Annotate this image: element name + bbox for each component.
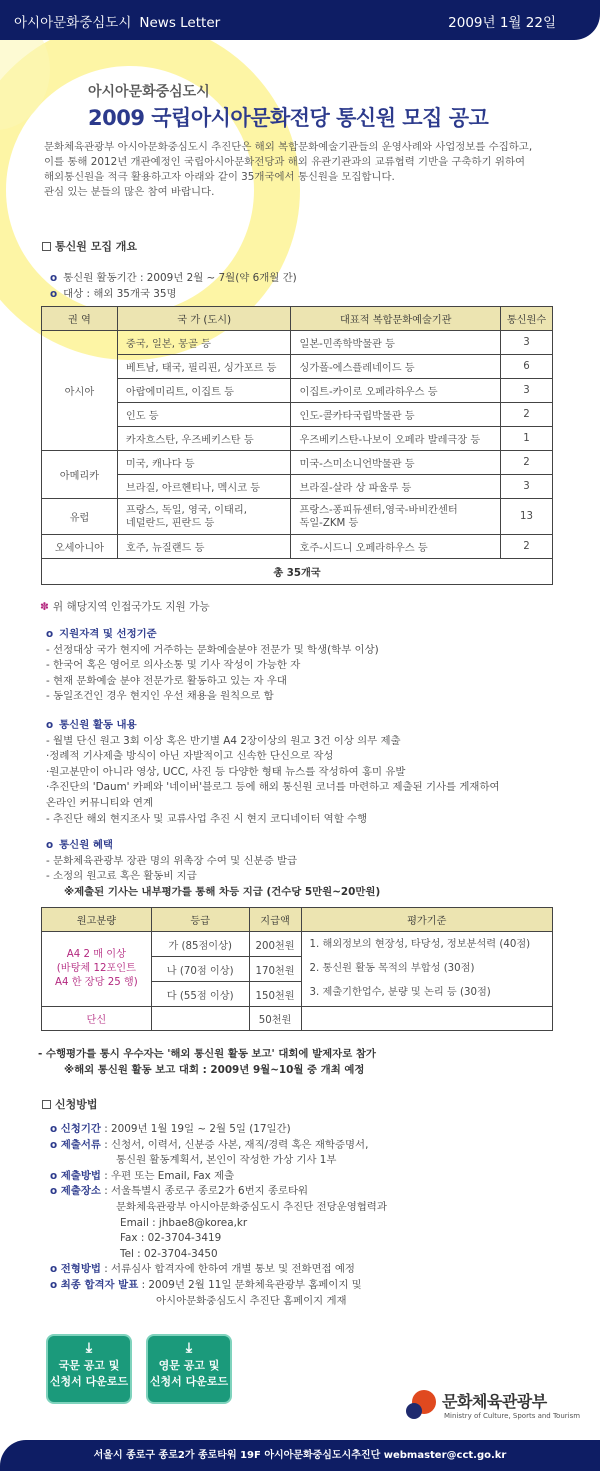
apply-final-key: 최종 합격자 발표: [60, 1278, 139, 1291]
table-total-row: [42, 559, 553, 585]
newsletter-label: News Letter: [139, 15, 221, 31]
amount-cell: 50천원: [249, 1007, 301, 1031]
count-cell: 3: [501, 379, 553, 403]
grade-cell: 다 (55점 이상): [151, 982, 249, 1007]
col-header-length: 원고분량: [42, 908, 152, 932]
country-line: 프랑스, 독일, 영국, 이태리,: [125, 504, 247, 516]
region-oceania: 오세아니아: [42, 535, 118, 559]
apply-docs-cont: 통신원 활동계획서, 본인이 작성한 가상 기사 1부: [116, 1154, 337, 1167]
apply-heading-text: 신청방법: [55, 1098, 98, 1111]
apply-method-key: 제출방법: [60, 1169, 101, 1182]
table-row: [42, 331, 553, 355]
activity-line: 온라인 커뮤니티와 연계: [46, 796, 153, 809]
region-table: [41, 306, 553, 585]
qualification-line: - 한국어 혹은 영어로 의사소통 및 기사 작성이 가능한 자: [46, 659, 301, 672]
download-korean-button[interactable]: [46, 1334, 132, 1404]
apply-fax: Fax : 02-3704-3419: [120, 1232, 222, 1245]
spec-line: A4 한 장당 25 행): [55, 977, 138, 988]
amount-cell: 200천원: [249, 932, 301, 957]
empty-grade-cell: [151, 1007, 249, 1031]
benefit-payment-note: ※제출된 기사는 내부평가를 통해 차등 지급 (건수당 5만원~20만원): [64, 885, 381, 898]
benefit-title: [46, 838, 586, 854]
apply-place-cont: 문화체육관광부 아시아문화중심도시 추진단 전당운영협력과: [116, 1200, 387, 1213]
table-row: [42, 535, 553, 559]
neighbor-note: [40, 599, 210, 614]
apply-block: [50, 1122, 590, 1309]
count-cell: 2: [501, 403, 553, 427]
ministry-emblem-icon: [404, 1387, 438, 1421]
award-note: ※해외 통신원 활동 보고 대회 : 2009년 9월~10월 중 개최 예정: [64, 1063, 365, 1076]
fee-table: [41, 907, 553, 1031]
checkbox-square-icon: [42, 1100, 51, 1109]
apply-docs-value: : 신청서, 이력서, 신분증 사본, 재직/경력 혹은 재학증명서,: [100, 1138, 369, 1151]
benefit-line: - 소정의 원고료 혹은 활동비 지급: [46, 870, 197, 883]
count-cell: 3: [501, 331, 553, 355]
count-cell: 2: [501, 535, 553, 559]
circle-bullet-icon: o: [50, 1263, 61, 1276]
table-row: [42, 403, 553, 427]
circle-bullet-icon: o: [50, 1278, 61, 1291]
apply-period-key: 신청기간: [60, 1123, 101, 1135]
activity-title: [46, 718, 586, 734]
page-subtitle: 아시아문화중심도시: [88, 84, 210, 100]
apply-email: Email : jhbae8@korea,kr: [120, 1216, 248, 1229]
apply-select: [50, 1262, 590, 1278]
length-spec-cell: [42, 932, 152, 1007]
apply-period-value: : 2009년 1월 19일 ~ 2월 5일 (17일간): [100, 1123, 291, 1135]
circle-bullet-icon: o: [50, 272, 58, 284]
table-row: [42, 427, 553, 451]
country-cell: 카자흐스탄, 우즈베키스탄 등: [117, 427, 291, 451]
page-title: 2009 국립아시아문화전당 통신원 모집 공고: [88, 106, 489, 130]
country-cell: [117, 499, 291, 535]
activity-line: ·원고분만이 아니라 영상, UCC, 사진 등 다양한 형태 뉴스를 작성하여 홍미 유발: [46, 765, 406, 778]
circle-bullet-icon: o: [46, 628, 54, 640]
criteria-cell: [301, 932, 552, 1007]
table-row: [42, 355, 553, 379]
table-row: [42, 932, 553, 957]
apply-place-key: 제출장소: [60, 1185, 101, 1198]
institution-cell: 인도-콜카타국립박물관 등: [291, 403, 501, 427]
short-label-cell: 단신: [42, 1007, 152, 1031]
activity-line: - 월별 단신 원고 3회 이상 혹은 반기별 A4 2장이상의 원고 3건 이상 의무 제출: [46, 734, 401, 747]
circle-bullet-icon: o: [46, 719, 54, 731]
apply-final-cont: 아시아문화중심도시 추진단 홈페이지 게재: [156, 1294, 347, 1307]
circle-bullet-icon: o: [50, 1123, 61, 1135]
download-arrow-icon: ⤓: [185, 1340, 193, 1356]
col-header-grade: 등급: [151, 908, 249, 932]
institution-cell: 브라질-살라 상 파울루 등: [291, 475, 501, 499]
institution-cell: 호주-시드니 오페라하우스 등: [291, 535, 501, 559]
award-line: - 수행평가를 통시 우수자는 '해외 통신원 활동 보고' 대회에 발제자로 참가: [38, 1048, 376, 1060]
count-cell: 13: [501, 499, 553, 535]
grade-cell: 나 (70점 이상): [151, 957, 249, 982]
benefit-line: - 문화체육관광부 장관 명의 위촉장 수여 및 신분증 발급: [46, 854, 297, 867]
col-header-region: 권 역: [42, 307, 118, 331]
circle-bullet-icon: o: [50, 288, 58, 300]
country-cell: 베트남, 태국, 필리핀, 싱가포르 등: [117, 355, 291, 379]
count-cell: 2: [501, 451, 553, 475]
button-label-line: 신청서 다운로드: [149, 1375, 229, 1388]
qualification-line: - 현재 문화예술 분야 전문가로 활동하고 있는 자 우대: [46, 674, 287, 687]
button-label-line: 신청서 다운로드: [49, 1375, 129, 1388]
col-header-criteria: 평가기준: [301, 908, 552, 932]
brand-name: 아시아문화중심도시: [14, 15, 132, 31]
institution-cell: 우즈베키스탄-나보이 오페라 발레극장 등: [291, 427, 501, 451]
overview-period: [50, 269, 297, 284]
apply-docs-key: 제출서류: [60, 1138, 101, 1151]
intro-line: 이를 통해 2012년 개관예정인 국립아시아문화전당과 해외 유관기관과의 교류협력 기반을 구축하기 위하여: [44, 156, 526, 168]
download-english-button[interactable]: [146, 1334, 232, 1404]
qualification-line: - 동일조건인 경우 현지인 우선 채용을 원칙으로 함: [46, 690, 274, 703]
empty-criteria-cell: [301, 1007, 552, 1031]
institution-line: 독일-ZKM 등: [299, 517, 359, 529]
count-cell: 6: [501, 355, 553, 379]
overview-target-text: 대상 : 해외 35개국 35명: [63, 288, 177, 300]
circle-bullet-icon: o: [50, 1185, 61, 1198]
apply-select-value: : 서류심사 합격자에 한하여 개별 통보 및 전화면접 예정: [100, 1263, 355, 1276]
grade-cell: 가 (85점이상): [151, 932, 249, 957]
country-cell: 브라질, 아르헨티나, 멕시코 등: [117, 475, 291, 499]
criteria-line: 2. 통신원 활동 목적의 부합성 (30점): [309, 963, 475, 974]
overview-heading-text: 통신원 모집 개요: [55, 240, 138, 253]
institution-cell: 미국-스미소니언박물관 등: [291, 451, 501, 475]
apply-method: [50, 1169, 590, 1185]
col-header-country: 국 가 (도시): [117, 307, 291, 331]
table-header-row: [42, 307, 553, 331]
criteria-line: 3. 제출기한업수, 분량 및 논리 등 (30점): [309, 987, 491, 998]
qualification-title-text: 지원자격 및 선정기준: [59, 628, 157, 640]
institution-cell: [291, 499, 501, 535]
activity-line: ·정례적 기사제출 방식이 아닌 자발적이고 신속한 단신으로 작성: [46, 750, 334, 763]
table-row: [42, 379, 553, 403]
institution-cell: 일본-민족학박물관 등: [291, 331, 501, 355]
apply-place-value: : 서울특별시 종로구 종로2가 6번지 종로타워: [100, 1185, 309, 1198]
overview-target: [50, 285, 177, 300]
intro-line: 문화체육관광부 아시아문화중심도시 추진단은 해외 복합문화예술기관들의 운영사례와 사업정보를 수집하고,: [44, 141, 533, 153]
count-cell: 3: [501, 475, 553, 499]
activity-line: - 추진단 해외 현지조사 및 교류사업 추진 시 현지 코디네이터 역할 수행: [46, 812, 368, 825]
country-cell: 인도 등: [117, 403, 291, 427]
criteria-line: 1. 해외정보의 현장성, 타당성, 정보분석력 (40점): [309, 939, 531, 950]
table-row: [42, 1007, 553, 1031]
neighbor-note-text: 위 해당지역 인접국가도 지원 가능: [52, 601, 210, 613]
checkbox-square-icon: [42, 242, 51, 251]
intro-line: 관심 있는 분들의 많은 참여 바랍니다.: [44, 186, 215, 198]
country-cell: 중국, 일본, 몽골 등: [117, 331, 291, 355]
benefit-title-text: 통신원 혜택: [59, 839, 113, 851]
apply-period: [50, 1122, 590, 1138]
table-row: [42, 451, 553, 475]
circle-bullet-icon: o: [50, 1138, 61, 1151]
region-asia: 아시아: [42, 331, 118, 451]
activity-block: [46, 718, 586, 827]
region-europe: 유럽: [42, 499, 118, 535]
asterisk-icon: ✽: [40, 601, 49, 613]
intro-line: 해외통신원을 적극 활용하고자 아래와 같이 35개국에서 통신원을 모집합니다.: [44, 171, 395, 183]
award-block: [38, 1047, 578, 1078]
amount-cell: 150천원: [249, 982, 301, 1007]
ministry-name-english: Ministry of Culture, Sports and Tourism: [444, 1412, 581, 1420]
apply-place: [50, 1184, 590, 1200]
apply-method-value: : 우편 또는 Email, Fax 제출: [100, 1169, 235, 1182]
apply-heading: [42, 1096, 98, 1112]
table-row: [42, 475, 553, 499]
overview-heading: [42, 238, 137, 254]
spec-line: (바탕체 12포인트: [56, 963, 136, 974]
region-america: 아메리카: [42, 451, 118, 499]
col-header-institution: 대표적 복합문화예술기관: [291, 307, 501, 331]
total-cell: 총 35개국: [42, 559, 553, 585]
ministry-name: 문화체육관광부: [442, 1392, 547, 1411]
button-label-line: 영문 공고 및: [158, 1359, 220, 1372]
country-cell: 미국, 캐나다 등: [117, 451, 291, 475]
intro-paragraph: [44, 140, 584, 200]
ministry-logo: [404, 1385, 594, 1425]
institution-cell: 싱가폴-에스플레네이드 등: [291, 355, 501, 379]
footer-address: 서울시 종로구 종로2가 종로타워 19F 아시아문화중심도시추진단 webmaster@cct.go.kr: [93, 1450, 507, 1461]
fee-header-row: [42, 908, 553, 932]
amount-cell: 170천원: [249, 957, 301, 982]
button-label-line: 국문 공고 및: [58, 1359, 120, 1372]
country-line: 네덜란드, 핀란드 등: [125, 517, 215, 529]
col-header-count: 통신원수: [501, 307, 553, 331]
table-row: [42, 499, 553, 535]
institution-line: 프랑스-퐁피듀센터,영국-바비칸센터: [299, 504, 458, 516]
circle-bullet-icon: o: [46, 839, 54, 851]
spec-line: A4 2 매 이상: [66, 949, 126, 960]
country-cell: 아랍에미리트, 이집트 등: [117, 379, 291, 403]
issue-date: 2009년 1월 22일: [448, 15, 556, 31]
apply-docs: [50, 1138, 590, 1154]
country-cell: 호주, 뉴질랜드 등: [117, 535, 291, 559]
apply-tel: Tel : 02-3704-3450: [120, 1247, 218, 1260]
download-arrow-icon: ⤓: [85, 1340, 93, 1356]
footer-bar: [0, 1440, 600, 1471]
overview-period-text: 통신원 활동기간 : 2009년 2월 ~ 7월(약 6개월 간): [63, 272, 297, 284]
qualification-title: [46, 627, 586, 643]
activity-title-text: 통신원 활동 내용: [59, 719, 137, 731]
apply-final: [50, 1278, 590, 1294]
col-header-amount: 지급액: [249, 908, 301, 932]
qualification-block: [46, 627, 586, 705]
apply-select-key: 전형방법: [60, 1263, 101, 1276]
count-cell: 1: [501, 427, 553, 451]
benefit-block: [46, 838, 586, 900]
institution-cell: 이집트-카이로 오페라하우스 등: [291, 379, 501, 403]
activity-line: ·추진단의 'Daum' 카페와 '네이버'블로그 등에 해외 통신원 코너를 마련하고 제출된 기사를 게재하여: [46, 781, 500, 794]
circle-bullet-icon: o: [50, 1169, 61, 1182]
qualification-line: - 선정대상 국가 현지에 거주하는 문화예술분야 전문가 및 학생(학부 이상): [46, 643, 379, 656]
apply-final-value: : 2009년 2월 11일 문화체육관광부 홈페이지 및: [138, 1278, 362, 1291]
